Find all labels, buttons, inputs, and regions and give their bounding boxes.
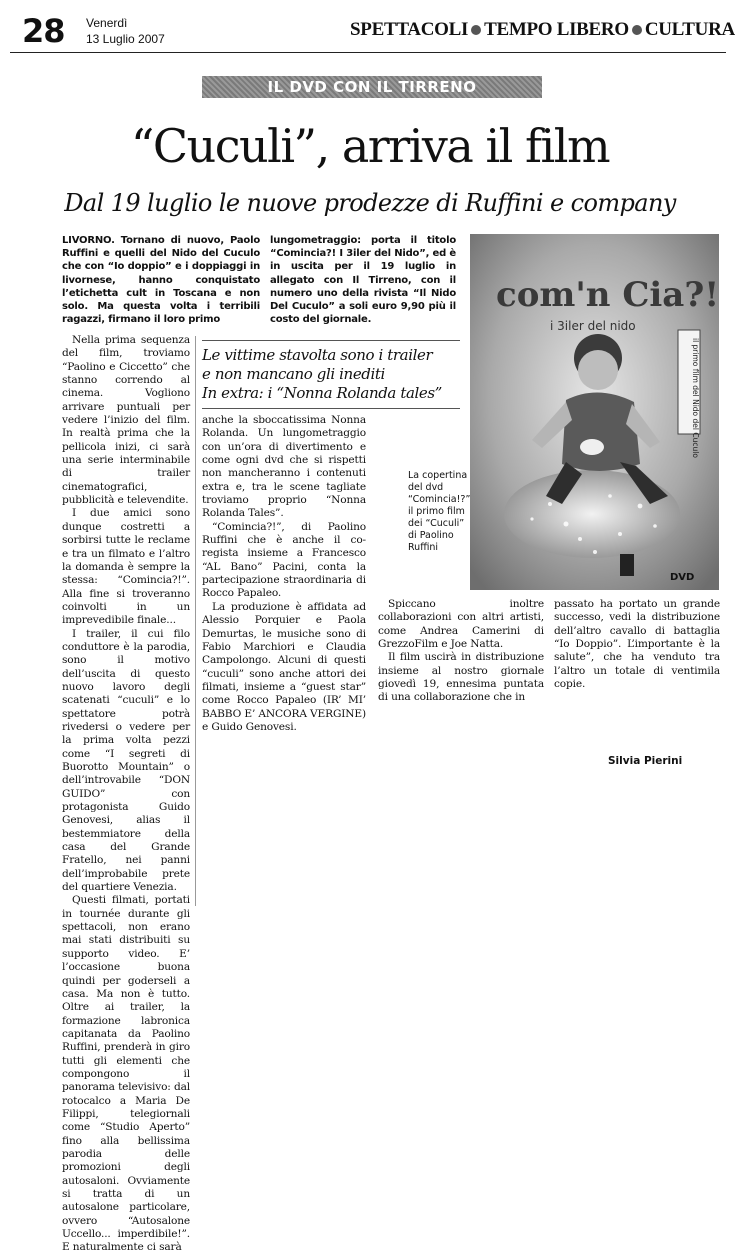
pull-quote-line: e non mancano gli inediti [202,365,385,383]
header-rule [10,52,726,53]
paragraph: passato ha portato un grande successo, vedi la distribuzione dell’altro cavallo di battaglia “Io Doppio”. L’importante è la salute”, che ha venduto tra l’altro un totale di ventimila copie. [554,598,720,691]
paragraph: I trailer, il cui filo conduttore è la parodia, sono il motivo dell’uscita di questo nuovo lavoro degli scatenati “cuculi” e lo spettatore potrà rivedersi o vedere per la prima volta pezzi come “I segreti di Buorotto Mountain” o dell’introvabile “DON GUIDO” con protagonista Guido Genovesi, alias il bestemmiatore della casa del Grande Fratello, nei panni dell’improbabile prete del quartiere Venezia. [62,627,190,894]
section-spettacoli: SPETTACOLI [350,19,469,40]
lead-paragraph-part2: lungometraggio: porta il titolo “Comincia?! I 3iler del Nido”, ed è in uscita per il 19 luglio in allegato con Il Tirreno, con il numero uno della rivista “Il Nido Del Cuculo” a soli euro 9,90 più il costo del giornale. [270,235,456,326]
bullet-icon [632,25,642,35]
column-divider [195,336,196,906]
body-column-1 [62,334,190,1254]
body-column-3 [378,598,544,758]
kicker-text: IL DVD CON IL TIRRENO [267,78,477,96]
bullet-icon [471,25,481,35]
paragraph: anche la sboccatissima Nonna Rolanda. Un lungometraggio con un’ora di divertimento e come ogni dvd che si rispetti non mancheranno i contenuti extra e, tra le scene tagliate troviamo proprio “Nonna Rolanda Tales”. [202,414,366,520]
pull-quote-line: Le vittime stavolta sono i trailer [202,346,433,364]
dvd-cover-subtitle: i 3iler del nido [550,319,636,333]
dvd-logo-icon: DVD [670,572,695,583]
paragraph: La produzione è affidata ad Alessio Porquier e Paola Demurtas, le musiche sono di Fabio Marchiori e Claudia Campolongo. Alcuni di questi “cuculi” sono anche attori dei filmati, insieme a “guest star” come Rocco Papaleo (IR’ MI’ BABBO E’ ANCORA VERGINE) e Guido Genovesi. [202,600,366,733]
dvd-cover-title: com'n Cia?! [496,275,720,315]
section-cultura: CULTURA [644,19,735,40]
body-column-2 [202,414,366,764]
dvd-cover-photo [470,234,719,590]
paragraph: Il film uscirà in distribuzione insieme al nostro giornale giovedì 19, ennesima puntata di una collaborazione che in [378,651,544,704]
body-column-4 [554,598,720,748]
pull-quote [202,346,460,403]
section-banner [350,18,735,42]
paragraph: Nella prima sequenza del film, troviamo “Paolino e Ciccetto” che stanno correndo al cinema. Vogliono arrivare puntuali per vedere l’inizio del film. In realtà prima che la pellicola inizi, ci sarà una serie interminabile di trailer cinematografici, pubblicità e televendite. [62,334,190,507]
pull-quote-line: In extra: i “Nonna Rolanda tales” [202,384,442,402]
pull-quote-rule-top [202,340,460,341]
author-byline: Silvia Pierini [608,755,683,767]
subheadline: Dal 19 luglio le nuove prodezze di Ruffini e company [64,189,676,217]
lead-paragraph-part1: LIVORNO. Tornano di nuovo, Paolo Ruffini e quelli del Nido del Cuculo che con “Io doppio” e i doppiaggi in livornese, hanno conquistato l’etichetta cult in Toscana e non solo. Ma questa volta i terribili ragazzi, firmano il loro primo [62,235,260,326]
paragraph: Questi filmati, portati in tournée durante gli spettacoli, non erano mai stati distribuiti su supporto video. E’ l’occasione buona quindi per goderseli a casa. Ma non è tutto. Oltre ai trailer, la formazione labronica capitanata da Paolino Ruffini, prenderà in giro tutti gli elementi che compongono il panorama televisivo: dal rotocalco a Maria De Filippi, telegiornali come “Studio Aperto” fino alla bellissima parodia delle promozioni degli autosaloni. Ovviamente si tratta di un autosalone particolare, ovvero “Autosalone Uccello... imperdibile!”. E naturalmente ci sarà [62,894,190,1254]
pull-quote-rule-bottom [202,408,460,409]
section-tempo-libero: TEMPO LIBERO [484,19,629,40]
paragraph: Spiccano inoltre collaborazioni con altri artisti, come Andrea Camerini di GrezzoFilm e Joe Natta. [378,598,544,651]
photo-caption: La copertina del dvd “Comincia!?” il primo film dei “Cuculi” di Paolino Ruffini [408,470,471,553]
headline: “Cuculi”, arriva il film [130,119,610,173]
dvd-cover-image [470,234,719,590]
paragraph: “Comincia?!”, di Paolino Ruffini che è anche il co-regista insieme a Francesco “AL Bano” Pacini, conta la partecipazione straordinaria di Rocco Papaleo. [202,520,366,600]
paragraph: I due amici sono dunque costretti a sorbirsi tutte le reclame e tra un filmato e l’altro la domanda è sempre la stessa: “Comincia?!”. Alla fine si troveranno coinvolti in un imprevedibile finale... [62,507,190,627]
page-number: 28 [22,12,65,50]
issue-date: 13 Luglio 2007 [86,32,165,46]
issue-weekday: Venerdì [86,16,128,30]
dvd-cover-side-tag: il primo film del Nido del Cuculo [691,338,700,458]
kicker-banner [202,76,542,98]
